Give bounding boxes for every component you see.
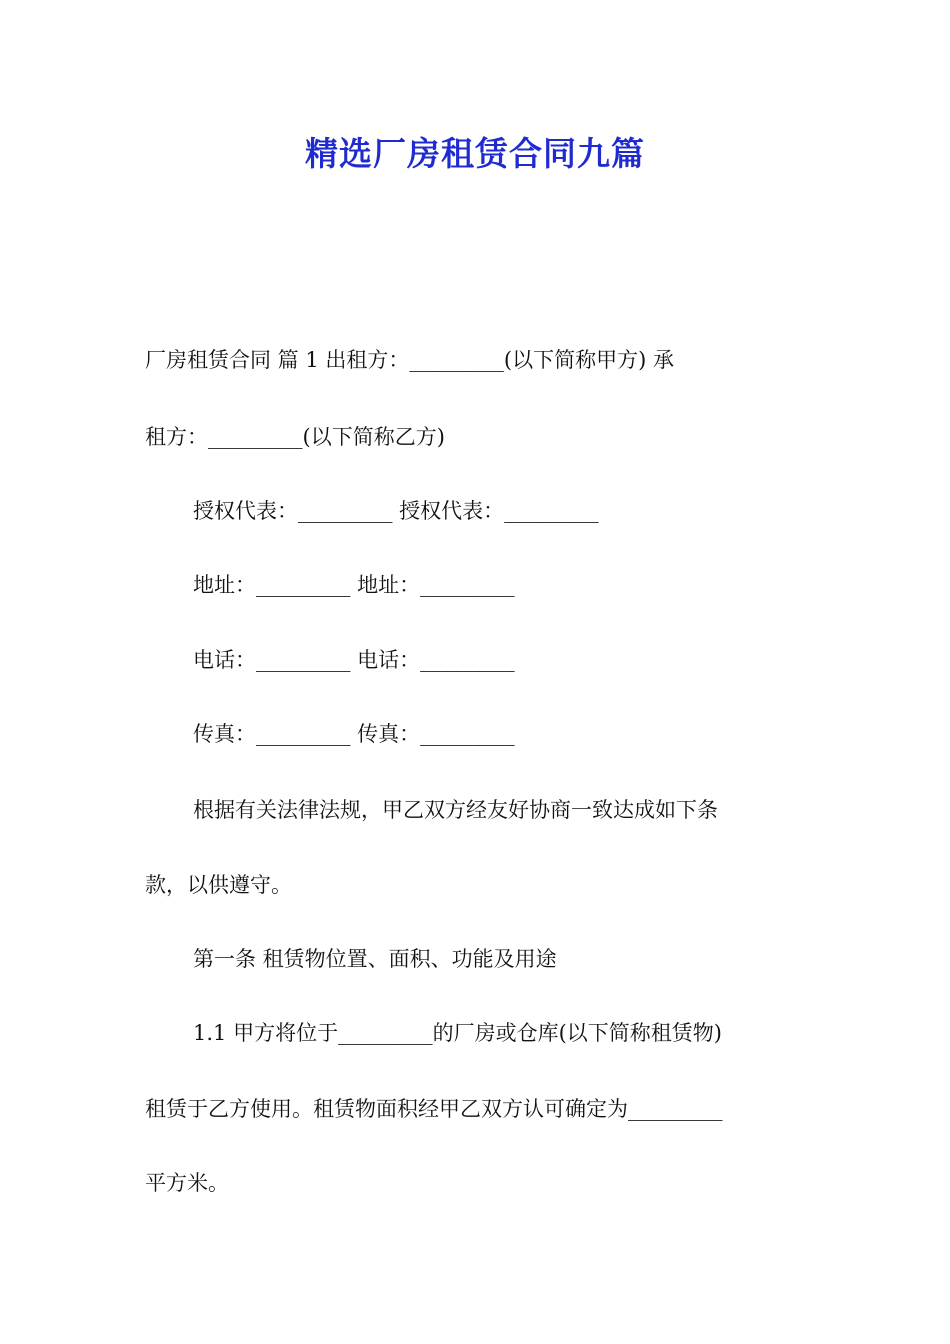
phone-line: 电话：_________ 电话：_________ [193,648,515,672]
agreement-intro-continuation: 款，以供遵守。 [145,873,292,897]
authorized-representative-line: 授权代表：_________ 授权代表：_________ [193,499,599,523]
clause-1-1-line: 1.1 甲方将位于_________的厂房或仓库(以下简称租赁物) [193,1021,722,1045]
agreement-intro-line: 根据有关法律法规，甲乙双方经友好协商一致达成如下条 [193,798,718,822]
clause-1-1-continuation: 租赁于乙方使用。租赁物面积经甲乙双方认可确定为_________ [145,1097,723,1121]
article-one-heading: 第一条 租赁物位置、面积、功能及用途 [193,947,557,971]
document-title: 精选厂房租赁合同九篇 [305,134,645,173]
lessee-line: 租方：_________(以下简称乙方) [145,425,445,449]
contract-heading-line: 厂房租赁合同 篇 1 出租方：_________(以下简称甲方) 承 [145,348,674,372]
fax-line: 传真：_________ 传真：_________ [193,722,515,746]
address-line: 地址：_________ 地址：_________ [193,573,515,597]
clause-1-1-end: 平方米。 [145,1171,229,1195]
